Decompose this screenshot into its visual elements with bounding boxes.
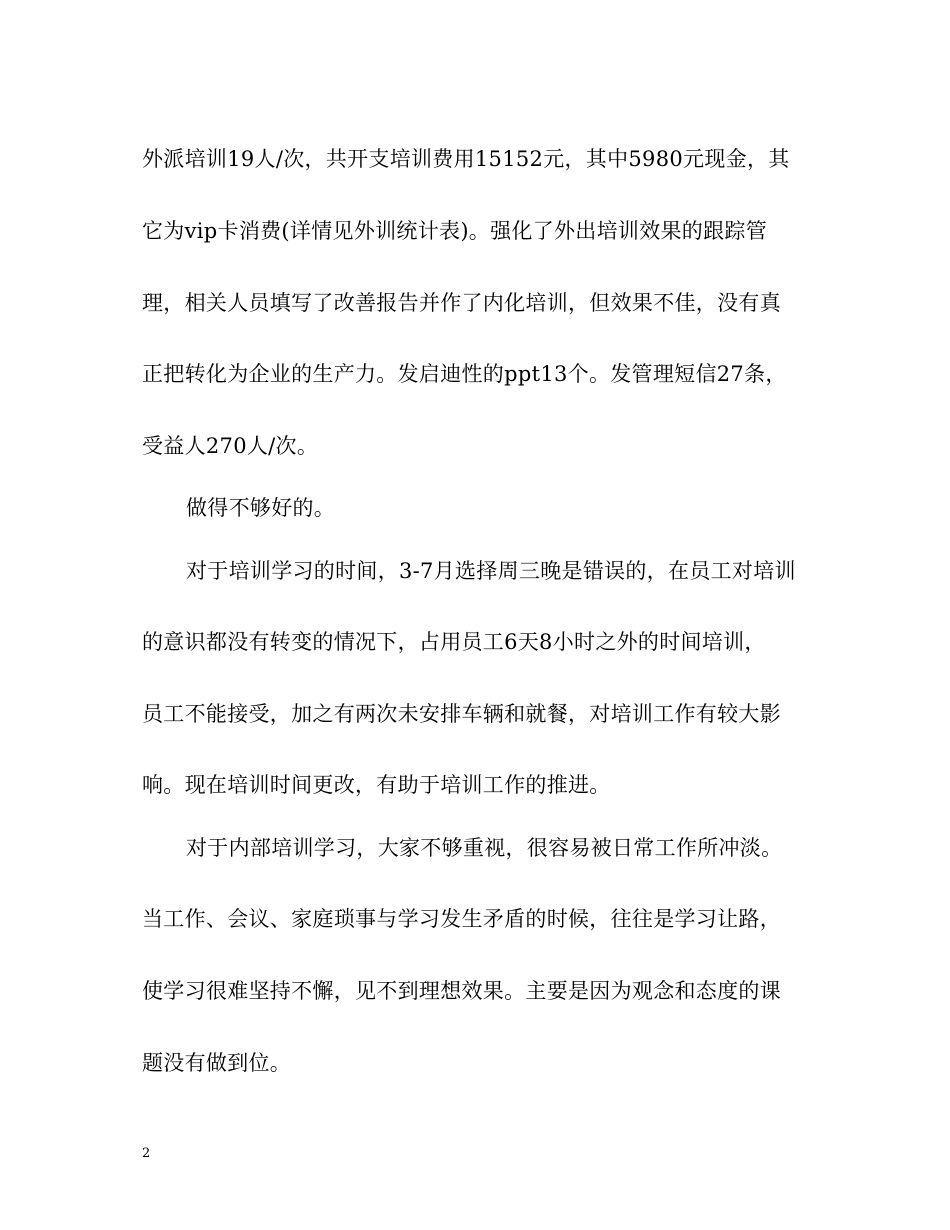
page-number: 2 — [142, 1146, 151, 1161]
text-line-8: 的意识都没有转变的情况下，占用员工6天8小时之外的时间培训， — [142, 630, 766, 654]
text-line-3: 理，相关人员填写了改善报告并作了内化培训，但效果不佳，没有真 — [142, 291, 781, 315]
text-line-1: 外派培训19人/次，共开支培训费用15152元，其中5980元现金，其 — [142, 147, 790, 171]
text-line-12: 当工作、会议、家庭琐事与学习发生矛盾的时候，往往是学习让路， — [142, 907, 781, 931]
paragraph-start-1: 对于培训学习的时间，3-7月选择周三晚是错误的，在员工对培训 — [186, 559, 796, 583]
text-line-5: 受益人270人/次。 — [142, 434, 319, 458]
text-line-4: 正把转化为企业的生产力。发启迪性的ppt13个。发管理短信27条， — [142, 362, 787, 386]
text-line-14: 题没有做到位。 — [142, 1051, 292, 1075]
section-heading: 做得不够好的。 — [186, 496, 336, 520]
text-line-9: 员工不能接受，加之有两次未安排车辆和就餐，对培训工作有较大影 — [142, 702, 781, 726]
paragraph-start-2: 对于内部培训学习，大家不够重视，很容易被日常工作所冲淡。 — [186, 836, 783, 860]
text-line-10: 响。现在培训时间更改，有助于培训工作的推进。 — [142, 773, 611, 797]
text-line-13: 使学习很难坚持不懈，见不到理想效果。主要是因为观念和态度的课 — [142, 979, 781, 1003]
text-line-2: 它为vip卡消费(详情见外训统计表)。强化了外出培训效果的跟踪管 — [142, 219, 768, 243]
